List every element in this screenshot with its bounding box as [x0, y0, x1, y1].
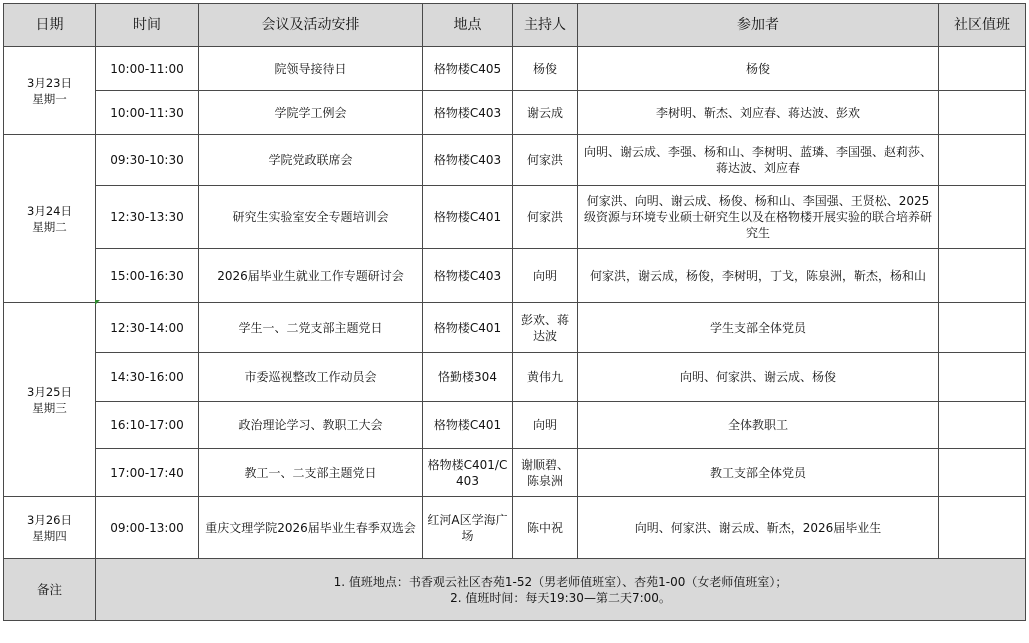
header-attendees: 参加者	[578, 4, 939, 47]
host-cell: 杨俊	[513, 47, 578, 91]
note-line: 2. 值班时间：每天19:30—第二天7:00。	[450, 590, 671, 605]
event-cell: 学院党政联席会	[199, 135, 423, 186]
location-cell: 格物楼C403	[423, 91, 513, 135]
notes-label: 备注	[4, 559, 96, 621]
date-label: 3月26日	[27, 512, 72, 527]
header-duty: 社区值班	[939, 4, 1026, 47]
event-cell: 市委巡视整改工作动员会	[199, 353, 423, 402]
weekday-label: 星期二	[32, 219, 67, 234]
event-cell: 教工一、二支部主题党日	[199, 449, 423, 497]
weekday-label: 星期一	[32, 91, 67, 106]
host-cell: 陈中祝	[513, 497, 578, 559]
location-cell: 格物楼C403	[423, 249, 513, 303]
time-cell: 14:30-16:00	[96, 353, 199, 402]
host-cell: 谢云成	[513, 91, 578, 135]
time-cell: 10:00-11:00	[96, 47, 199, 91]
duty-cell	[939, 497, 1026, 559]
event-cell: 研究生实验室安全专题培训会	[199, 186, 423, 249]
attendees-cell: 杨俊	[578, 47, 939, 91]
table-row	[4, 47, 1026, 91]
duty-cell	[939, 186, 1026, 249]
event-cell: 学生一、二党支部主题党日	[199, 303, 423, 353]
location-cell: 格物楼C401	[423, 303, 513, 353]
time-cell: 15:00-16:30	[96, 249, 199, 303]
time-cell: 16:10-17:00	[96, 402, 199, 449]
weekday-label: 星期三	[32, 400, 67, 415]
date-label: 3月23日	[27, 75, 72, 90]
time-cell: 09:00-13:00	[96, 497, 199, 559]
event-cell: 2026届毕业生就业工作专题研讨会	[199, 249, 423, 303]
time-cell: 17:00-17:40	[96, 449, 199, 497]
date-cell	[4, 47, 96, 135]
header-row	[4, 4, 1026, 47]
table-row	[4, 353, 1026, 402]
host-cell: 彭欢、蒋达波	[513, 303, 578, 353]
event-cell: 政治理论学习、教职工大会	[199, 402, 423, 449]
time-cell: 09:30-10:30	[96, 135, 199, 186]
header-host: 主持人	[513, 4, 578, 47]
attendees-cell: 何家洪，谢云成，杨俊，李树明，丁戈，陈泉洲，靳杰，杨和山	[578, 249, 939, 303]
location-cell: 格物楼C405	[423, 47, 513, 91]
date-label: 3月25日	[27, 384, 72, 399]
host-cell: 向明	[513, 249, 578, 303]
host-cell: 何家洪	[513, 186, 578, 249]
notes-body	[96, 559, 1026, 621]
cell-comment-marker	[95, 300, 100, 305]
header-event: 会议及活动安排	[199, 4, 423, 47]
attendees-cell: 向明、何家洪、谢云成、杨俊	[578, 353, 939, 402]
weekday-label: 星期四	[32, 528, 67, 543]
event-cell: 学院学工例会	[199, 91, 423, 135]
location-cell: 恪勤楼304	[423, 353, 513, 402]
duty-cell	[939, 353, 1026, 402]
note-line: 1. 值班地点：书香观云社区杏苑1-52（男老师值班室）、杏苑1-00（女老师值班室）；	[333, 574, 788, 589]
duty-cell	[939, 449, 1026, 497]
host-cell: 谢顺碧、陈泉洲	[513, 449, 578, 497]
attendees-cell: 全体教职工	[578, 402, 939, 449]
duty-cell	[939, 91, 1026, 135]
event-cell: 院领导接待日	[199, 47, 423, 91]
duty-cell	[939, 135, 1026, 186]
attendees-cell: 向明、何家洪、谢云成、靳杰，2026届毕业生	[578, 497, 939, 559]
location-cell: 格物楼C401	[423, 402, 513, 449]
date-cell	[4, 497, 96, 559]
table-row	[4, 249, 1026, 303]
attendees-cell: 李树明、靳杰、刘应春、蒋达波、彭欢	[578, 91, 939, 135]
duty-cell	[939, 402, 1026, 449]
attendees-cell: 教工支部全体党员	[578, 449, 939, 497]
time-cell: 10:00-11:30	[96, 91, 199, 135]
table-row	[4, 449, 1026, 497]
time-cell: 12:30-13:30	[96, 186, 199, 249]
table-row	[4, 135, 1026, 186]
time-cell: 12:30-14:00	[96, 303, 199, 353]
header-time: 时间	[96, 4, 199, 47]
table-row	[4, 497, 1026, 559]
location-cell: 格物楼C401/C403	[423, 449, 513, 497]
attendees-cell: 学生支部全体党员	[578, 303, 939, 353]
location-cell: 格物楼C401	[423, 186, 513, 249]
host-cell: 向明	[513, 402, 578, 449]
attendees-cell: 向明、谢云成、李强、杨和山、李树明、蓝璘、李国强、赵莉莎、蒋达波、刘应春	[578, 135, 939, 186]
duty-cell	[939, 249, 1026, 303]
location-cell: 格物楼C403	[423, 135, 513, 186]
date-cell	[4, 303, 96, 497]
host-cell: 黄伟九	[513, 353, 578, 402]
table-row	[4, 303, 1026, 353]
notes-row	[4, 559, 1026, 621]
header-date: 日期	[4, 4, 96, 47]
header-location: 地点	[423, 4, 513, 47]
date-label: 3月24日	[27, 203, 72, 218]
table-row	[4, 402, 1026, 449]
schedule-table	[3, 3, 1026, 621]
event-cell: 重庆文理学院2026届毕业生春季双选会	[199, 497, 423, 559]
location-cell: 红河A区学海广场	[423, 497, 513, 559]
duty-cell	[939, 303, 1026, 353]
attendees-cell: 何家洪、向明、谢云成、杨俊、杨和山、李国强、王贤松、2025级资源与环境专业硕士研究生以及在格物楼开展实验的联合培养研究生	[578, 186, 939, 249]
duty-cell	[939, 47, 1026, 91]
date-cell	[4, 135, 96, 303]
table-row	[4, 186, 1026, 249]
table-row	[4, 91, 1026, 135]
host-cell: 何家洪	[513, 135, 578, 186]
